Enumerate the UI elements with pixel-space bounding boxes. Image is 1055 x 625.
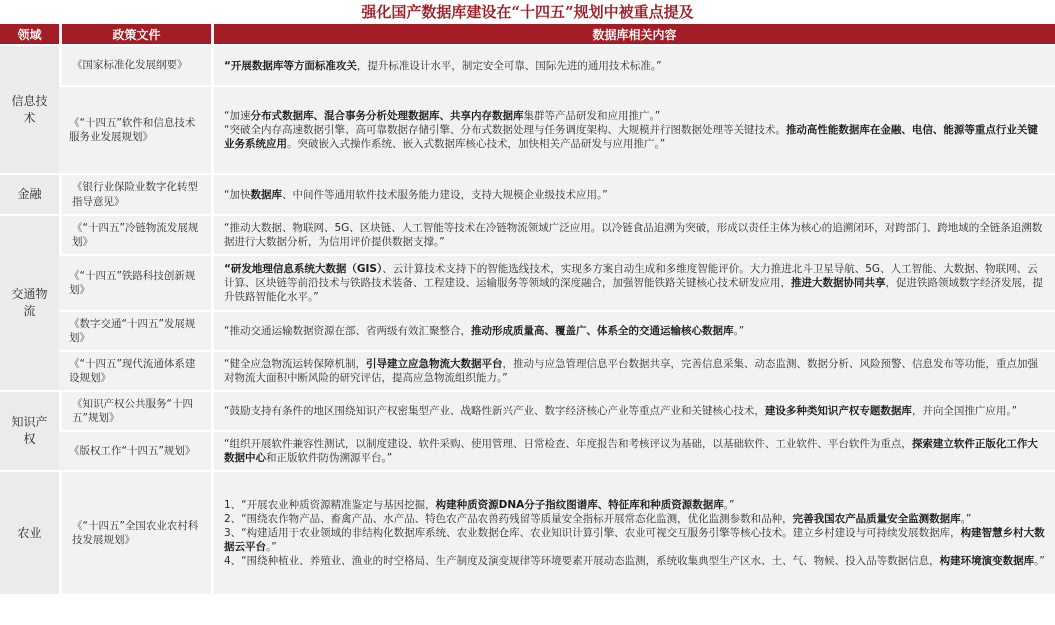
highlight-text: 构建环境演变数据库	[939, 555, 1035, 567]
content-text: “推动交通运输数据资源在部、省两级有效汇聚整合，	[224, 325, 471, 337]
content-cell	[211, 352, 1055, 390]
content-paragraph	[224, 262, 1045, 304]
content-paragraph	[224, 123, 1045, 151]
page-title: 强化国产数据库建设在“十四五”规划中被重点提及	[361, 3, 694, 21]
highlight-text: 分布式数据库、混合事务分析处理数据库、共享内存数据库	[250, 110, 524, 122]
content-paragraph	[224, 59, 1045, 73]
table-row	[0, 392, 1055, 430]
content-text: “健全应急物流运转保障机制，	[224, 358, 366, 370]
table-row	[0, 352, 1055, 390]
content-cell	[211, 46, 1055, 85]
highlight-text: 推动高性能数据库在金融、电信、能源等重点行业关键业务系统应用	[224, 124, 1038, 150]
content-paragraph	[224, 498, 1045, 512]
content-cell	[211, 256, 1055, 310]
content-text: 、中间件等通用软件技术服务能力建设，支持大规模企业级技术应用。”	[281, 188, 608, 201]
table-row	[0, 472, 1055, 594]
content-text: ，促进铁路领域数字经济发展，提升铁路智能化水平。”	[224, 277, 1043, 303]
doc-cell: 《知识产权公共服务“十四五”规划》	[59, 392, 211, 430]
content-text: 、云计算技术支持下的智能选线技术，实现多方案自动生成和多维度智能评价。大力推进北斗卫星导航、5G、人工智能、大数据、物联网、云计算、区块链等前沿技术与铁路技术装备、工程建设、运输服务等领域的深度融合，加强智能铁路关键核心技术研发应用，	[224, 263, 1038, 289]
content-paragraph	[224, 357, 1045, 385]
content-text: 4、“围绕种植业、养殖业、渔业的时空格局、生产制度及演变规律等环境要素开展动态监测，系统收集典型生产区水、土、气、物候、投入品等数据信息，	[224, 555, 940, 567]
content-cell	[211, 392, 1055, 430]
content-text: ，推动与应急管理信息平台数据共享，完善信息采集、动态监测、数据分析、风险预警、信息发布等功能，重点加强对物流大面积中断风险的研究评估，提高应急物流组织能力。”	[224, 358, 1038, 384]
doc-cell: 《“十四五”冷链物流发展规划》	[59, 216, 211, 254]
content-paragraph	[224, 324, 1045, 338]
policy-table	[0, 22, 1055, 596]
highlight-text: 数据库	[250, 188, 282, 201]
doc-cell: 《“十四五”现代流通体系建设规划》	[59, 352, 211, 390]
content-cell	[211, 216, 1055, 254]
content-paragraph	[224, 526, 1045, 554]
doc-cell: 《版权工作“十四五”规划》	[59, 432, 211, 470]
content-text: 集群等产品研发和应用推广。”	[523, 110, 661, 122]
highlight-text: 推动形成质量高、覆盖广、体系全的交通运输核心数据库	[470, 325, 734, 337]
highlight-text: 推进大数据协同共享	[791, 277, 886, 289]
highlight-text: 完善我国农产品质量安全监测数据库	[792, 513, 961, 525]
content-text: “组织开展软件兼容性测试，以制度建设、软件采购、使用管理、日常检查、年度报告和考核评议为基础，以基础软件、工业软件、平台软件为重点，	[224, 438, 912, 450]
content-text: 1、“开展农业种质资源精准鉴定与基因挖掘，	[224, 499, 436, 511]
content-paragraph	[224, 512, 1045, 526]
content-text: “推动大数据、物联网、5G、区块链、人工智能等技术在冷链物流领域广泛应用。以冷链食品追溯为突破，形成以责任主体为核心的追溯闭环，对跨部门、跨地域的全链条追溯数据进行大数据分析，为信用评价提供数据支撑。”	[224, 222, 1043, 248]
doc-cell: 《“十四五”铁路科技创新规划》	[59, 256, 211, 310]
content-text: “加快	[224, 188, 251, 201]
content-text: 2、“围绕农作物产品、畜禽产品、水产品、特色农产品农兽药残留等质量安全指标开展常态化监测，优化监测参数和品种，	[224, 513, 793, 525]
content-paragraph	[224, 437, 1045, 465]
highlight-text: 构建智慧乡村大数据云平台	[224, 527, 1045, 553]
content-cell	[211, 175, 1055, 214]
content-text: “突破全内存高速数据引擎、高可靠数据存储引擎、分布式数据处理与任务调度架构、大规模并行图数据处理等关键技术。	[224, 124, 786, 136]
content-paragraph	[224, 221, 1045, 249]
content-text: ，提升标准设计水平，制定安全可靠、国际先进的通用技术标准。”	[356, 59, 662, 72]
highlight-text: “开展数据库等方面标准攻关	[224, 59, 357, 72]
content-text: 。突破嵌入式操作系统、嵌入式数据库核心技术，加快相关产品研发与应用推广。”	[287, 138, 666, 150]
table-row	[0, 216, 1055, 254]
content-cell	[211, 312, 1055, 350]
content-cell	[211, 432, 1055, 470]
content-text: 。”	[733, 325, 745, 337]
highlight-text: 建设多种类知识产权专题数据库	[764, 405, 912, 417]
content-paragraph	[224, 188, 1045, 202]
highlight-text: “研发地理信息系统大数据（GIS）	[224, 263, 383, 275]
table-header-row	[0, 24, 1055, 44]
domain-cell-agri: 农业	[0, 472, 59, 594]
table-row	[0, 46, 1055, 85]
header-document: 政策文件	[59, 24, 211, 44]
header-content: 数据库相关内容	[211, 24, 1055, 44]
doc-cell: 《数字交通“十四五”发展规划》	[59, 312, 211, 350]
highlight-text: 探索建立软件正版化工作大数据中心	[224, 438, 1038, 464]
domain-cell-finance: 金融	[0, 175, 59, 214]
content-paragraph	[224, 554, 1045, 568]
table-row	[0, 87, 1055, 173]
highlight-text: 构建种质资源DNA分子指纹图谱库、特征库和种质资源数据库	[435, 499, 724, 511]
table-row	[0, 432, 1055, 470]
content-text: 。”	[266, 541, 277, 553]
doc-cell: 《“十四五”软件和信息技术服务业发展规划》	[59, 87, 211, 173]
doc-cell: 《国家标准化发展纲要》	[59, 46, 211, 85]
domain-cell-transport: 交通物流	[0, 216, 59, 390]
content-text: 。”	[723, 499, 735, 511]
content-text: 。”	[1034, 555, 1045, 567]
table-row	[0, 312, 1055, 350]
content-cell	[211, 87, 1055, 173]
domain-cell-it: 信息技术	[0, 46, 59, 173]
content-paragraph	[224, 109, 1045, 123]
table-row	[0, 175, 1055, 214]
doc-cell: 《银行业保险业数字化转型指导意见》	[59, 175, 211, 214]
content-text: 。”	[960, 513, 972, 525]
table-row	[0, 256, 1055, 310]
doc-cell: 《“十四五”全国农业农村科技发展规划》	[59, 472, 211, 594]
content-text: ，并向全国推广应用。”	[911, 405, 1018, 417]
domain-cell-ip: 知识产权	[0, 392, 59, 470]
content-text: “加速	[224, 110, 251, 122]
highlight-text: 引导建立应急物流大数据平台	[365, 358, 503, 370]
content-text: “鼓励支持有条件的地区围绕知识产权密集型产业、战略性新兴产业、数字经济核心产业等重点产业和关键核心技术，	[224, 405, 765, 417]
content-text: 和正版软件防伪溯源平台。”	[266, 452, 393, 464]
header-domain: 领域	[0, 24, 59, 44]
content-text: 3、“构建适用于农业领域的非结构化数据库系统、农业数据仓库、农业知识计算引擎、农业可视交互服务引擎等核心技术。建立乡村建设与可持续发展数据库，	[224, 527, 961, 539]
content-cell	[211, 472, 1055, 594]
content-paragraph	[224, 404, 1045, 418]
